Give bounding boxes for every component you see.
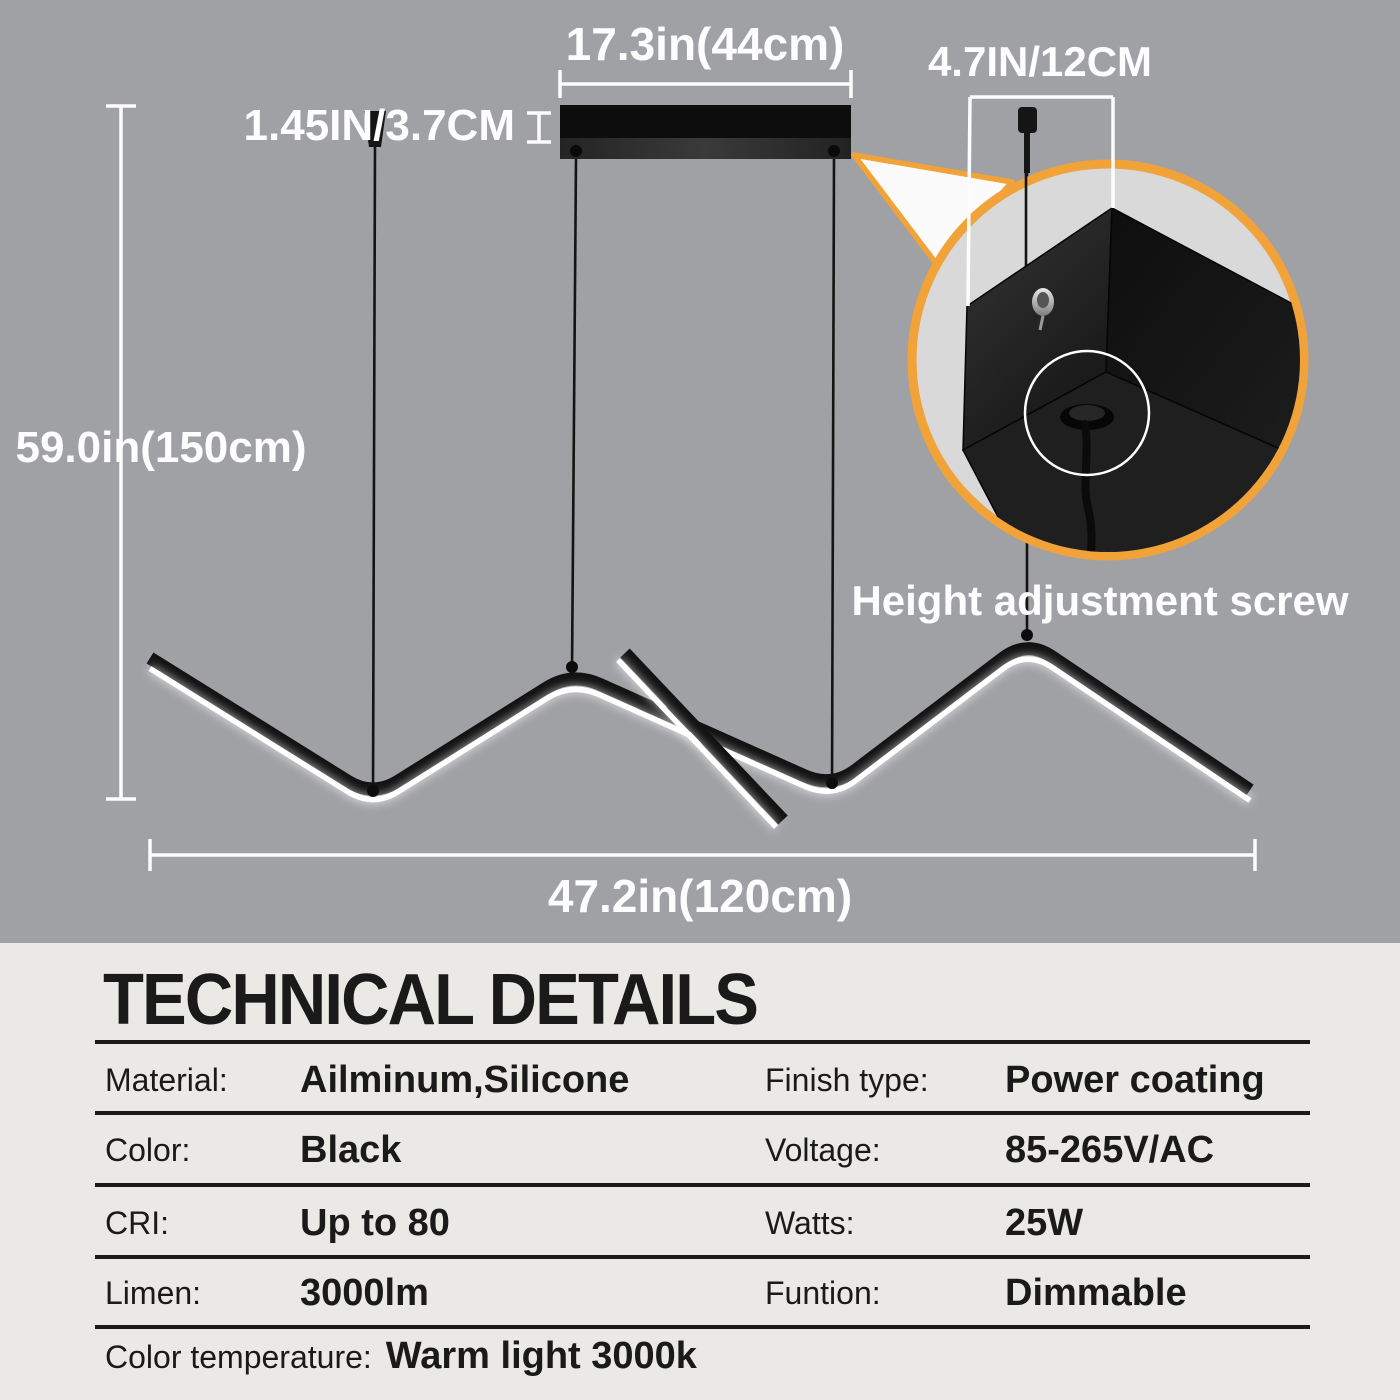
spec-value-voltage: 85-265V/AC <box>1005 1129 1215 1171</box>
spec-value-lumen: 3000lm <box>300 1272 429 1314</box>
hanging-height-label: 59.0in(150cm) <box>15 423 307 472</box>
divider <box>95 1040 1310 1044</box>
ceiling-drop-label: 4.7IN/12CM <box>927 38 1153 85</box>
spec-label-finish-type: Finish type: <box>765 1062 929 1098</box>
spec-label-material: Material: <box>105 1062 228 1098</box>
ceiling-canopy <box>560 105 851 159</box>
canopy-height-label: 1.45IN/3.7CM <box>243 101 515 150</box>
spec-label-color: Color: <box>105 1132 191 1168</box>
spec-value-function: Dimmable <box>1005 1272 1187 1314</box>
spec-label-watts: Watts: <box>765 1205 855 1241</box>
technical-details-panel <box>0 943 1400 1400</box>
spec-value-color: Black <box>300 1129 402 1171</box>
spec-label-voltage: Voltage: <box>765 1132 881 1168</box>
divider <box>95 1183 1310 1187</box>
spec-label-function: Funtion: <box>765 1275 881 1311</box>
divider <box>95 1325 1310 1329</box>
color-temperature-label: Color temperature: <box>105 1339 372 1375</box>
fixture-width-label: 47.2in(120cm) <box>547 870 853 922</box>
divider <box>95 1111 1310 1115</box>
spec-value-cri: Up to 80 <box>300 1202 450 1244</box>
spec-value-material: Ailminum,Silicone <box>300 1059 630 1101</box>
inset-caption: Height adjustment screw <box>851 577 1349 624</box>
panel-title: TECHNICAL DETAILS <box>103 960 758 1040</box>
spec-label-cri: CRI: <box>105 1205 169 1241</box>
color-temperature-line <box>105 1335 697 1378</box>
spec-label-lumen: Limen: <box>105 1275 202 1311</box>
divider <box>95 1255 1310 1259</box>
canopy-width-label: 17.3in(44cm) <box>565 18 845 70</box>
color-temperature-value: Warm light 3000k <box>385 1335 697 1377</box>
spec-value-watts: 25W <box>1005 1202 1084 1244</box>
spec-value-finish-type: Power coating <box>1005 1059 1265 1101</box>
